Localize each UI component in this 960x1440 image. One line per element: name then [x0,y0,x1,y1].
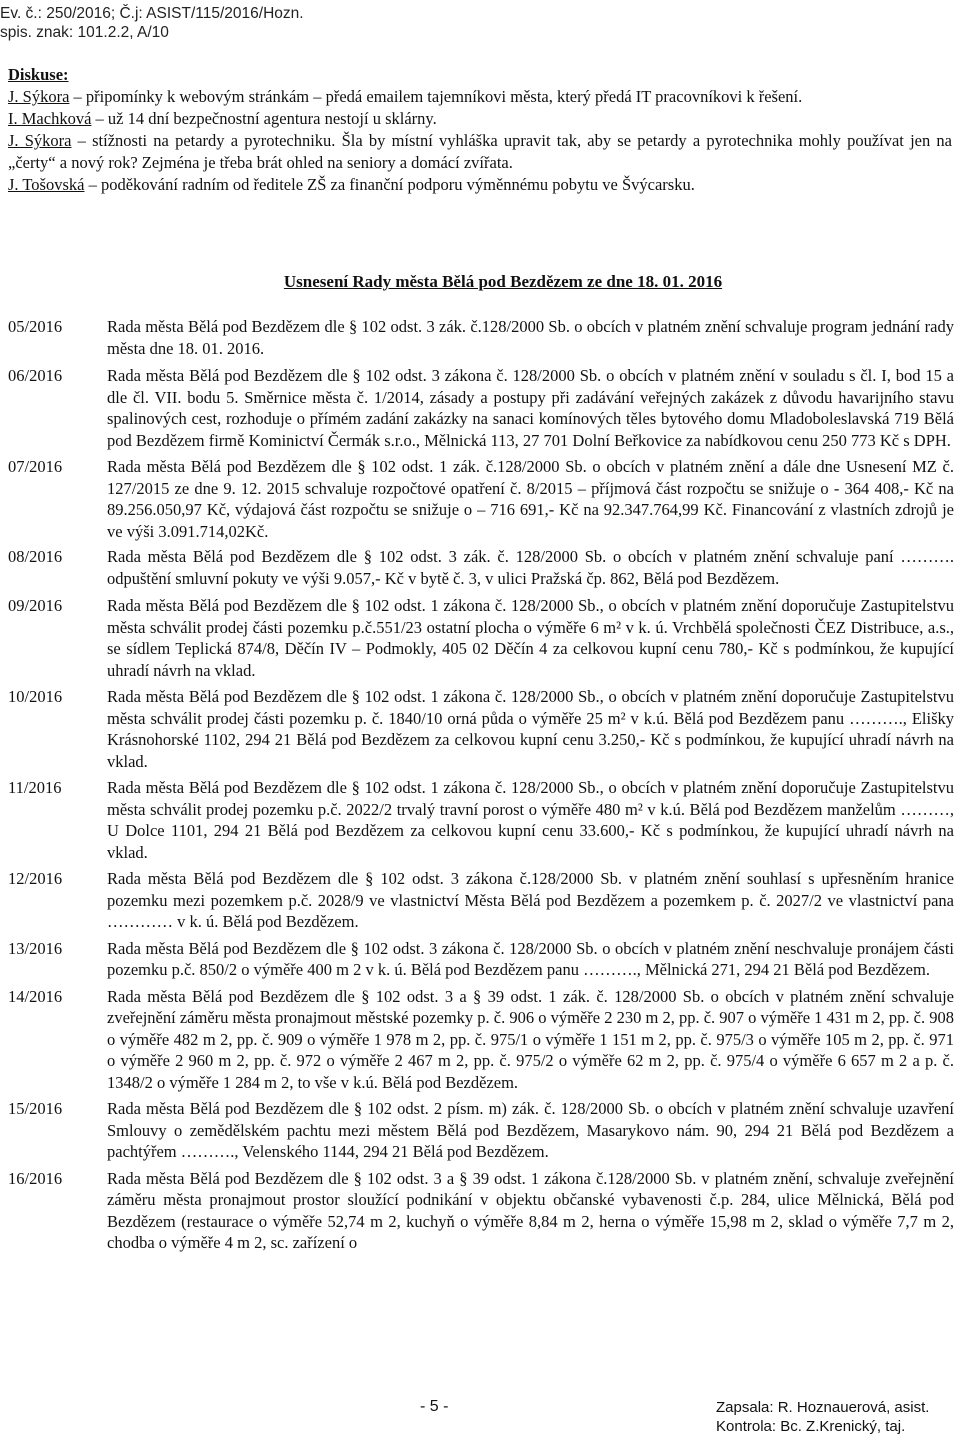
footer-signatures [716,1398,929,1436]
resolution-number: 14/2016 [8,986,63,1006]
discussion-item [8,108,952,130]
resolution-number: 06/2016 [8,366,63,385]
page-number: - 5 - [420,1398,449,1415]
written-by: Zapsala: R. Hoznauerová, asist. [716,1399,930,1416]
resolution-item [8,365,954,451]
discussion-text: – poděkování radním od ředitele ZŠ za finanční podporu výměnnému pobytu ve Švýcarsku. [84,175,695,194]
resolution-number: 07/2016 [8,457,63,476]
resolution-text: Rada města Bělá pod Bezdězem dle § 102 odst. 3 a § 39 odst. 1 zák. č. 128/2000 Sb. o obcích v platném znění schvaluje zveřejnění záměru města pronajmout městské pozemky p. č. 906 o výměře 2 230 m 2, pp. č. 907 o výměře 1 431 m 2, pp. č. 908 o výměře 482 m 2, pp. č. 909 o výměře 1 978 m 2, pp. č. 975/1 o výměře 1 151 m 2, pp. č. 975/3 o výměře 105 m 2, pp. č. 971 o výměře 2 960 m 2, pp. č. 972 o výměře 2 467 m 2, pp. č. 975/2 o výměře 62 m 2, pp. č. 975/4 o výměře 6 657 m 2 a p. č. 1348/2 o výměře 1 284 m 2, to vše v k.ú. Bělá pod Bezdězem. [107,986,954,1092]
resolution-item [8,686,954,772]
resolution-item [8,868,954,933]
discussion-text: – už 14 dní bezpečnostní agentura nestojí u sklárny. [91,109,437,128]
discussion-item [8,174,952,196]
discussion-item [8,86,952,108]
resolution-text: Rada města Bělá pod Bezdězem dle § 102 odst. 1 zákona č. 128/2000 Sb., o obcích v platném znění doporučuje Zastupitelstvu města schválit prodej části pozemku p. č. 1840/10 orná půda o výměře 25 m² v k.ú. Bělá pod Bezdězem panu ………., Elišky Krásnohorské 1102, 294 21 Bělá pod Bezdězem za celkovou kupní cenu 3.250,- Kč s podmínkou, že kupující uhradí návrh na vklad. [107,687,954,771]
resolution-item [8,546,954,589]
resolution-item [8,1168,954,1254]
resolution-text: Rada města Bělá pod Bezdězem dle § 102 odst. 3 a § 39 odst. 1 zákona č.128/2000 Sb. v platném znění, schvaluje zveřejnění záměru města pronajmout prostor sloužící podnikání v objektu občanské vybavenosti č.p. 284, ulice Mělnická, Bělá pod Bezdězem (restaurace o výměře 52,74 m 2, kuchyň o výměře 8,84 m 2, herna o výměře 15,98 m 2, sklad o výměře 7,7 m 2, chodba o výměře 4 m 2, sc. zařízení o [107,1168,954,1252]
resolution-item [8,938,954,981]
resolution-number: 12/2016 [8,869,63,888]
resolution-text: Rada města Bělá pod Bezdězem dle § 102 odst. 3 zák. č.128/2000 Sb. o obcích v platném znění schvaluje program jednání rady města dne 18. 01. 2016. [107,317,954,358]
resolution-text: Rada města Bělá pod Bezdězem dle § 102 odst. 3 zákona č. 128/2000 Sb. o obcích v platném znění neschvaluje pronájem části pozemku p.č. 850/2 o výměře 400 m 2 v k. ú. Bělá pod Bezdězem panu ………., Mělnická 271, 294 21 Bělá pod Bezdězem. [107,938,954,979]
resolution-text: Rada města Bělá pod Bezdězem dle § 102 odst. 2 písm. m) zák. č. 128/2000 Sb. o obcích v platném znění schvaluje uzavření Smlouvy o zemědělském pachtu mezi městem Bělá pod Bezdězem, Masarykovo nám. 90, 294 21 Bělá pod Bezdězem a pachtýřem ………., Velenského 1144, 294 21 Bělá pod Bezdězem. [107,1099,954,1161]
resolution-item [8,595,954,681]
resolution-number: 11/2016 [8,778,62,797]
resolution-number: 10/2016 [8,687,63,706]
resolution-item [8,456,954,542]
discussion-item [8,130,952,174]
discussion-speaker: J. Sýkora [8,131,72,150]
header-evidence-line: Ev. č.: 250/2016; Č.j: ASIST/115/2016/Hozn. [0,5,304,22]
resolution-number: 16/2016 [8,1168,63,1188]
resolution-number: 13/2016 [8,938,63,958]
resolution-text: Rada města Bělá pod Bezdězem dle § 102 odst. 3 zákona č. 128/2000 Sb. o obcích v platném znění v souladu s čl. I, bod 15 a dle čl. VII. bodu 5. Směrnice města č. 1/2014, zásady a postupy při zadávání veřejných zakázek z důvodu havarijního stavu spalinových cest, rozhoduje o přímém zadání zakázky na sanaci komínových těles bytového domu Mladoboleslavská 719 Bělá pod Bezdězem firmě Kominictví Čermák s.r.o., Mělnická 113, 27 701 Dolní Beřkovice za nabídkovou cenu 250 773 Kč s DPH. [107,366,954,450]
checked-by: Kontrola: Bc. Z.Krenický, taj. [716,1418,906,1435]
discussion-speaker: J. Tošovská [8,175,85,194]
document-header [0,4,304,42]
resolution-text: Rada města Bělá pod Bezdězem dle § 102 odst. 1 zákona č. 128/2000 Sb., o obcích v platném znění doporučuje Zastupitelstvu města schválit prodej části pozemku p.č.551/23 ostatní plocha o výměře 6 m² v k. ú. Vrchbělá společnosti ČEZ Distribuce, a.s., se sídlem Teplická 874/8, Děčín IV – Podmokly, 405 02 Děčín 4 za celkovou kupní cenu 780,- Kč s podmínkou, že kupující uhradí návrh na vklad. [107,596,954,680]
discussion-text: – stížnosti na petardy a pyrotechniku. Šla by místní vyhláška upravit tak, aby se petardy a pyrotechnika mohly používat jen na „čerty“ a nový rok? Zejména je třeba brát ohled na seniory a domácí zvířata. [8,131,952,172]
discussion-text: – připomínky k webovým stránkám – předá emailem tajemníkovi města, který předá IT pracovníkovi k řešení. [69,87,803,106]
resolution-text: Rada města Bělá pod Bezdězem dle § 102 odst. 3 zákona č.128/2000 Sb. v platném znění souhlasí s upřesněním hranice pozemku mezi pozemkem p.č. 2028/9 ve vlastnictví Města Bělá pod Bezdězem a pozemkem p. č. 2027/2 ve vlastnictví pana ………… v k. ú. Bělá pod Bezdězem. [107,869,954,931]
resolution-text: Rada města Bělá pod Bezdězem dle § 102 odst. 1 zák. č.128/2000 Sb. o obcích v platném znění a dále dne Usnesení MZ č. 127/2015 ze dne 9. 12. 2015 schvaluje rozpočtové opatření č. 8/2015 – příjmová část rozpočtu se snižuje o - 364 408,- Kč na 89.256.050,97 Kč, výdajová část rozpočtu se snižuje o – 716 691,- Kč na 92.347.764,99 Kč. Financování z vlastních zdrojů je ve výši 3.091.714,02Kč. [107,457,954,541]
resolution-text: Rada města Bělá pod Bezdězem dle § 102 odst. 3 zák. č. 128/2000 Sb. o obcích v platném znění schvaluje paní ………. odpuštění smluvní pokuty ve výši 9.057,- Kč v bytě č. 3, v ulici Pražská čp. 862, Bělá pod Bezdězem. [107,547,954,588]
header-file-mark-line: spis. znak: 101.2.2, A/10 [0,24,169,41]
resolution-number: 05/2016 [8,317,63,336]
resolutions-list [8,316,954,1254]
discussion-heading: Diskuse: [8,65,69,84]
discussion-section [8,64,952,196]
resolution-item [8,316,954,359]
discussion-speaker: I. Machková [8,109,92,128]
resolution-text: Rada města Bělá pod Bezdězem dle § 102 odst. 1 zákona č. 128/2000 Sb., o obcích v platném znění doporučuje Zastupitelstvu města schválit prodej pozemku p.č. 2022/2 trvalý travní porost o výměře 480 m² v k.ú. Bělá pod Bezdězem manželům ………, U Dolce 1101, 294 21 Bělá pod Bezdězem za celkovou kupní cenu 33.600,- Kč s podmínkou, že kupující uhradí návrh na vklad. [107,778,954,862]
resolution-number: 15/2016 [8,1099,63,1118]
discussion-speaker: J. Sýkora [8,87,70,106]
resolution-item [8,777,954,863]
resolution-number: 09/2016 [8,596,63,615]
resolutions-title: Usnesení Rady města Bělá pod Bezdězem ze dne 18. 01. 2016 [283,272,723,291]
resolution-item [8,986,954,1094]
resolution-item [8,1098,954,1163]
resolution-number: 08/2016 [8,547,63,566]
